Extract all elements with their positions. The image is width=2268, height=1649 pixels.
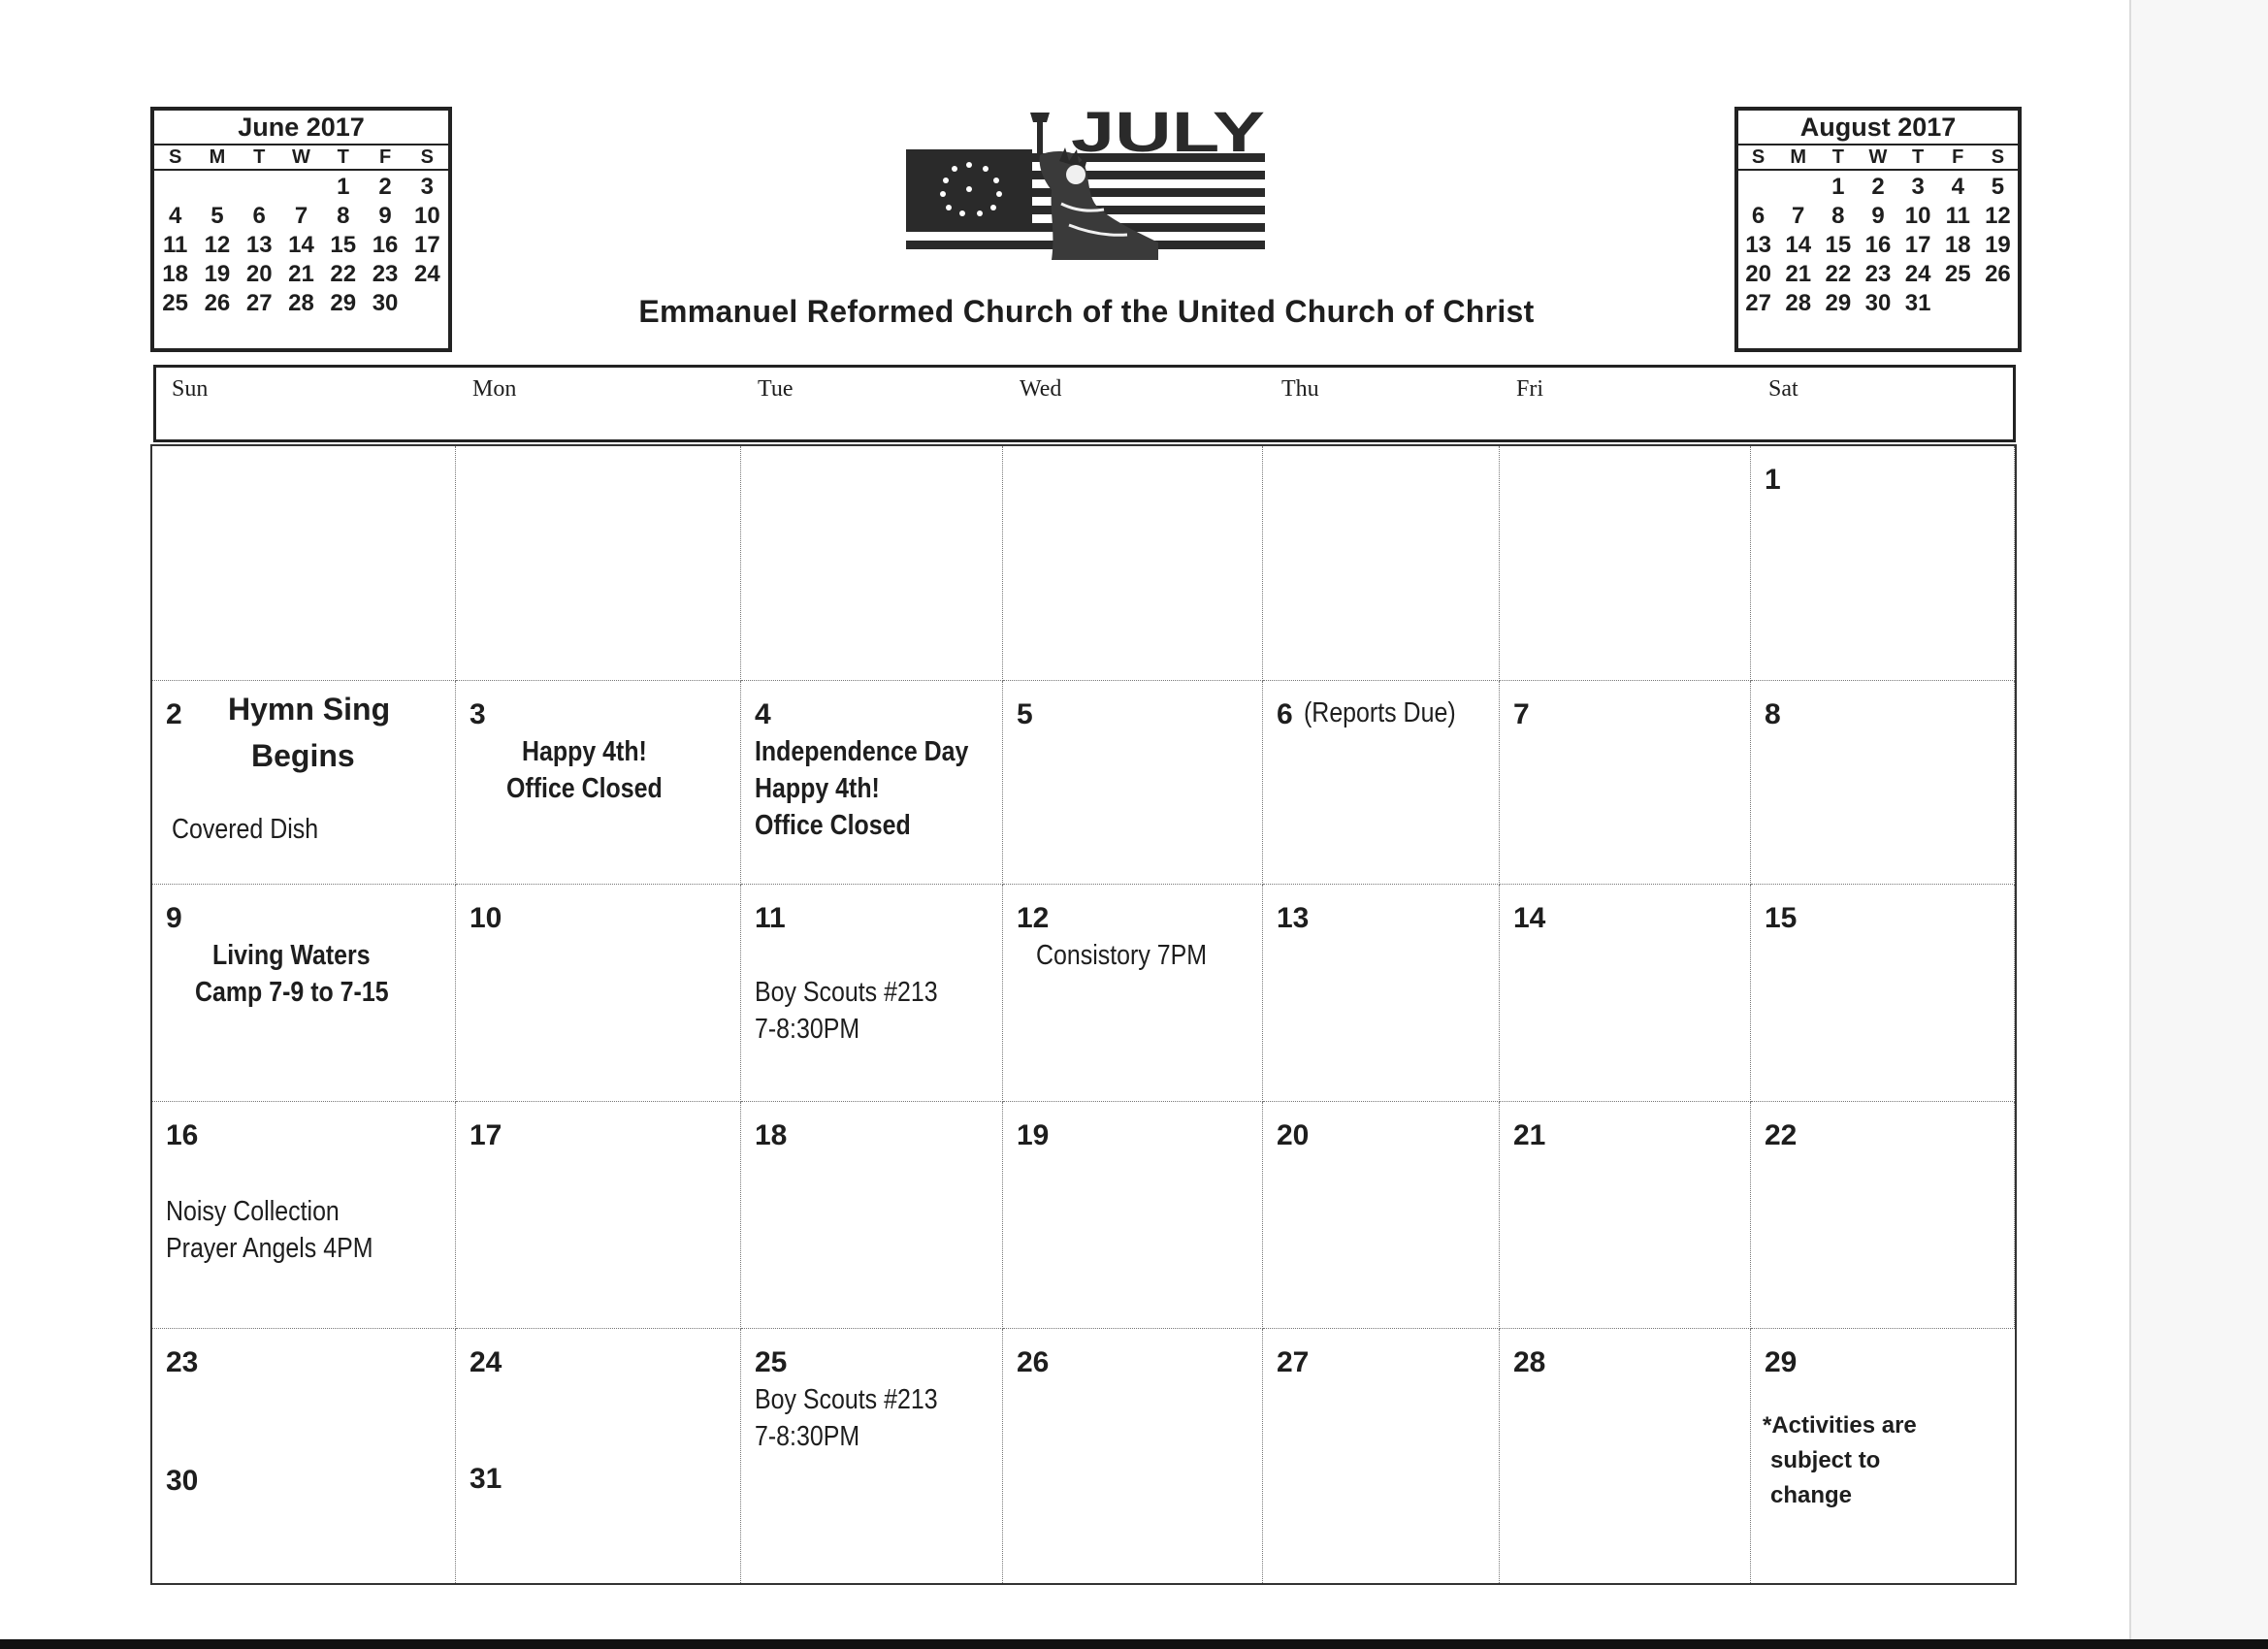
day-number: 12	[1017, 902, 1050, 934]
event-noisy-collection: Noisy Collection	[166, 1196, 340, 1227]
day-number: 9	[166, 902, 182, 934]
mini-day: 13	[245, 232, 273, 258]
mini-day: 3	[420, 174, 435, 200]
day-number: 19	[1017, 1119, 1050, 1151]
day-number: 26	[1017, 1346, 1050, 1378]
day-number: 3	[470, 698, 486, 730]
event-living-waters: Living Waters	[212, 940, 371, 971]
month-title: JULY	[1071, 107, 1265, 164]
day-cell-empty	[1500, 446, 1751, 681]
day-cell-1	[1751, 446, 2015, 681]
mini-day: 17	[1904, 232, 1931, 258]
mini-weekday: S	[1751, 146, 1766, 168]
mini-day: 14	[1785, 232, 1812, 258]
event-happy-4th: Happy 4th!	[522, 736, 647, 767]
event-hymn-sing: Hymn Sing	[228, 692, 391, 727]
mini-day: 5	[211, 203, 224, 229]
day-number: 18	[755, 1119, 788, 1151]
day-cell-24-31	[456, 1329, 741, 1583]
day-cell-5	[1003, 681, 1263, 885]
mini-day: 20	[1745, 261, 1771, 287]
mini-day: 29	[330, 290, 357, 316]
day-cell-17	[456, 1102, 741, 1329]
mini-day: 8	[337, 203, 350, 229]
mini-day	[154, 173, 196, 202]
day-number: 21	[1513, 1119, 1546, 1151]
mini-day: 27	[1745, 290, 1771, 316]
mini-day: 11	[1945, 203, 1970, 229]
mini-weekday: T	[1912, 146, 1925, 168]
mini-day: 26	[204, 290, 231, 316]
day-number: 15	[1765, 902, 1798, 934]
day-number: 23	[166, 1346, 199, 1378]
mini-day: 21	[1785, 261, 1812, 287]
mini-day: 1	[337, 174, 350, 200]
mini-day: 28	[288, 290, 314, 316]
event-reports-due: (Reports Due)	[1304, 697, 1456, 728]
mini-day: 6	[252, 203, 266, 229]
mini-day: 9	[1871, 203, 1885, 229]
mini-weekday: S	[1991, 146, 2005, 168]
mini-day: 30	[372, 290, 399, 316]
mini-day: 19	[1985, 232, 2011, 258]
event-happy-4th: Happy 4th!	[755, 773, 880, 804]
july-flag-logo	[906, 107, 1265, 260]
day-cell-28	[1500, 1329, 1751, 1583]
event-covered-dish: Covered Dish	[172, 814, 319, 845]
mini-calendar-days	[1738, 171, 2018, 318]
activities-note: *Activities are	[1763, 1412, 1917, 1439]
mini-day: 23	[1864, 261, 1892, 287]
event-independence-day: Independence Day	[755, 736, 969, 767]
mini-day: 18	[1944, 232, 1971, 258]
day-number: 5	[1017, 698, 1033, 730]
mini-day: 21	[288, 261, 314, 287]
mini-day: 30	[1864, 290, 1892, 316]
mini-day: 20	[245, 261, 273, 287]
day-cell-7	[1500, 681, 1751, 885]
day-number: 11	[755, 902, 786, 934]
day-number: 10	[470, 902, 502, 934]
day-number: 13	[1277, 902, 1310, 934]
mini-day: 13	[1745, 232, 1771, 258]
mini-weekday: T	[253, 146, 266, 168]
day-number: 22	[1765, 1119, 1798, 1151]
day-number: 6	[1277, 698, 1293, 730]
mini-day: 29	[1825, 290, 1852, 316]
day-cell-6	[1263, 681, 1500, 885]
mini-calendar-days	[154, 171, 448, 318]
day-cell-22	[1751, 1102, 2015, 1329]
mini-day: 15	[330, 232, 357, 258]
day-number: 29	[1765, 1346, 1798, 1378]
day-cell-18	[741, 1102, 1003, 1329]
weekday-wed: Wed	[1020, 376, 1062, 402]
day-number: 31	[470, 1463, 502, 1495]
day-cell-15	[1751, 885, 2015, 1102]
day-cell-10	[456, 885, 741, 1102]
mini-calendar-title: June 2017	[154, 111, 448, 146]
mini-weekday: S	[420, 146, 435, 168]
day-cell-3	[456, 681, 741, 885]
day-cell-empty	[1003, 446, 1263, 681]
day-cell-4	[741, 681, 1003, 885]
mini-day	[196, 173, 238, 202]
day-cell-20	[1263, 1102, 1500, 1329]
day-number: 27	[1277, 1346, 1310, 1378]
mini-day	[1778, 173, 1818, 202]
page-right-margin	[2129, 0, 2268, 1639]
day-cell-2	[152, 681, 456, 885]
day-cell-14	[1500, 885, 1751, 1102]
mini-calendar-weekdays	[154, 146, 448, 171]
day-number: 17	[470, 1119, 502, 1151]
mini-weekday: F	[378, 146, 392, 168]
mini-day: 31	[1904, 290, 1931, 316]
mini-calendar-august	[1734, 107, 2022, 352]
activities-note: change	[1770, 1482, 1853, 1508]
mini-weekday: M	[1790, 146, 1807, 168]
mini-day: 4	[1951, 174, 1964, 200]
event-boy-scouts-time: 7-8:30PM	[755, 1421, 860, 1452]
weekday-sat: Sat	[1768, 376, 1798, 402]
day-number: 2	[166, 698, 182, 730]
mini-day: 16	[1864, 232, 1892, 258]
day-cell-19	[1003, 1102, 1263, 1329]
day-cell-25	[741, 1329, 1003, 1583]
day-cell-9	[152, 885, 456, 1102]
day-number: 28	[1513, 1346, 1546, 1378]
weekday-tue: Tue	[758, 376, 794, 402]
mini-day: 11	[162, 232, 188, 258]
mini-day: 12	[204, 232, 231, 258]
mini-weekday: W	[1868, 146, 1888, 168]
mini-day: 9	[378, 203, 392, 229]
mini-day	[1738, 173, 1778, 202]
mini-calendar-weekdays	[1738, 146, 2018, 171]
mini-day: 24	[413, 261, 440, 287]
mini-day: 4	[168, 203, 182, 229]
day-number: 7	[1513, 698, 1530, 730]
day-cell-empty	[456, 446, 741, 681]
day-cell-empty	[152, 446, 456, 681]
weekday-sun: Sun	[172, 376, 209, 402]
day-number: 14	[1513, 902, 1546, 934]
day-cell-empty	[1263, 446, 1500, 681]
mini-day: 1	[1831, 174, 1845, 200]
weekday-header	[153, 365, 2016, 442]
mini-day: 10	[1904, 203, 1931, 229]
day-cell-27	[1263, 1329, 1500, 1583]
mini-day: 16	[372, 232, 399, 258]
mini-day: 10	[413, 203, 440, 229]
mini-day: 18	[162, 261, 188, 287]
mini-day: 15	[1825, 232, 1852, 258]
event-office-closed: Office Closed	[506, 773, 663, 804]
mini-day	[239, 173, 280, 202]
day-cell-empty	[741, 446, 1003, 681]
day-cell-26	[1003, 1329, 1263, 1583]
day-cell-23-30	[152, 1329, 456, 1583]
mini-day: 22	[1825, 261, 1852, 287]
weekday-thu: Thu	[1281, 376, 1319, 402]
mini-day: 12	[1985, 203, 2011, 229]
day-cell-13	[1263, 885, 1500, 1102]
day-number: 30	[166, 1465, 199, 1497]
mini-day: 26	[1985, 261, 2011, 287]
day-cell-21	[1500, 1102, 1751, 1329]
mini-weekday: S	[168, 146, 182, 168]
mini-day: 7	[1792, 203, 1805, 229]
mini-calendar-title: August 2017	[1738, 111, 2018, 146]
church-name: Emmanuel Reformed Church of the United Church of Christ	[638, 294, 1535, 329]
mini-day: 19	[204, 261, 231, 287]
mini-day: 2	[1871, 174, 1885, 200]
month-grid	[150, 444, 2017, 1585]
event-consistory: Consistory 7PM	[1036, 940, 1208, 971]
day-number: 1	[1765, 464, 1781, 496]
mini-weekday: W	[292, 146, 310, 168]
day-number: 16	[166, 1119, 199, 1151]
day-number: 8	[1765, 698, 1781, 730]
mini-day: 14	[288, 232, 314, 258]
mini-day: 17	[413, 232, 440, 258]
mini-weekday: M	[209, 146, 226, 168]
mini-day: 23	[372, 261, 399, 287]
mini-day: 6	[1751, 203, 1766, 229]
mini-weekday: T	[1831, 146, 1844, 168]
day-number: 4	[755, 698, 771, 730]
mini-day	[280, 173, 322, 202]
day-cell-11	[741, 885, 1003, 1102]
day-number: 25	[755, 1346, 788, 1378]
day-cell-16	[152, 1102, 456, 1329]
mini-day: 22	[330, 261, 357, 287]
day-number: 24	[470, 1346, 502, 1378]
mini-weekday: T	[337, 146, 349, 168]
event-hymn-sing: Begins	[251, 738, 355, 773]
mini-day: 25	[162, 290, 188, 316]
weekday-fri: Fri	[1516, 376, 1544, 402]
mini-day: 7	[294, 203, 308, 229]
activities-note: subject to	[1770, 1447, 1881, 1473]
mini-day: 2	[378, 174, 392, 200]
event-office-closed: Office Closed	[755, 810, 911, 841]
event-living-waters-dates: Camp 7-9 to 7-15	[195, 977, 389, 1008]
mini-day: 5	[1991, 174, 2005, 200]
event-boy-scouts: Boy Scouts #213	[755, 1384, 938, 1415]
event-boy-scouts: Boy Scouts #213	[755, 977, 938, 1008]
page-bottom-edge	[0, 1639, 2268, 1649]
mini-day: 24	[1904, 261, 1931, 287]
mini-day: 28	[1785, 290, 1812, 316]
mini-day: 25	[1944, 261, 1971, 287]
mini-day: 27	[245, 290, 273, 316]
event-boy-scouts-time: 7-8:30PM	[755, 1014, 860, 1045]
mini-day: 8	[1831, 203, 1845, 229]
event-prayer-angels: Prayer Angels 4PM	[166, 1233, 373, 1264]
mini-weekday: F	[1952, 146, 1964, 168]
mini-day: 3	[1911, 174, 1925, 200]
day-cell-12	[1003, 885, 1263, 1102]
weekday-mon: Mon	[472, 376, 517, 402]
day-cell-8	[1751, 681, 2015, 885]
day-cell-29	[1751, 1329, 2015, 1583]
day-number: 20	[1277, 1119, 1310, 1151]
